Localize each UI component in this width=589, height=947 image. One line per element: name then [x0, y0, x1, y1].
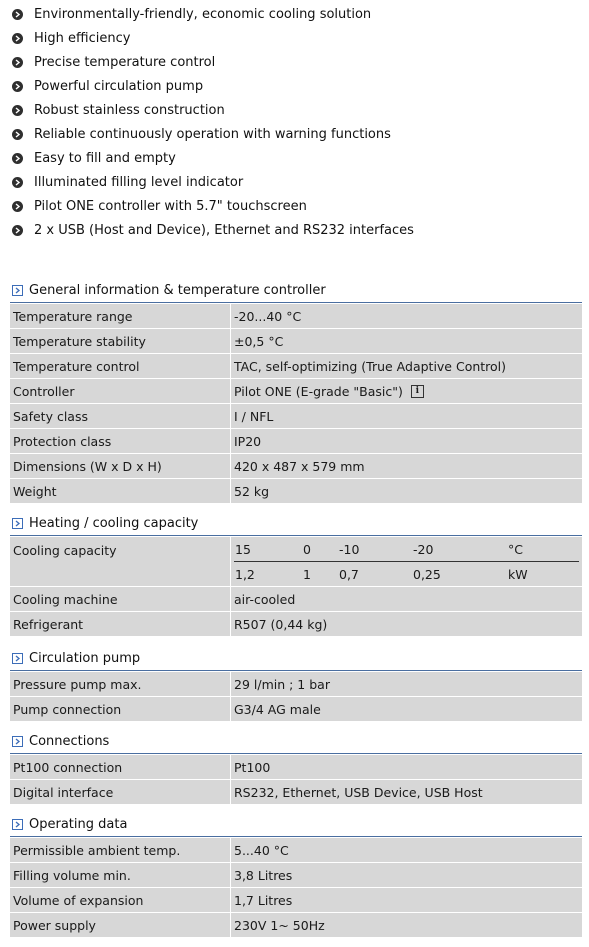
table-row: [10, 304, 582, 328]
spec-key: Cooling machine: [10, 587, 230, 611]
feature-label: Pilot ONE controller with 5.7" touchscreen: [34, 198, 307, 214]
spec-value: air-cooled: [231, 587, 582, 611]
spec-table-heating: [10, 536, 582, 636]
spec-key: Weight: [10, 479, 230, 503]
capacity-value: 1,2: [235, 566, 255, 582]
table-row: [10, 329, 582, 353]
table-row: [10, 429, 582, 453]
section-header-connections[interactable]: [10, 729, 582, 754]
section-header-pump[interactable]: [10, 646, 582, 671]
spec-table-pump: [10, 671, 582, 721]
spec-key: Pressure pump max.: [10, 672, 230, 696]
temp-value: 0: [303, 541, 311, 557]
chevron-right-icon: [12, 81, 23, 92]
table-row: [10, 612, 582, 636]
capacity-line: [231, 562, 582, 586]
chevron-right-icon: [12, 105, 23, 116]
table-row: [10, 379, 582, 403]
spec-key: Pt100 connection: [10, 755, 230, 779]
expand-arrow-icon[interactable]: [12, 819, 23, 830]
table-row: [10, 838, 582, 862]
section-header-heating[interactable]: [10, 511, 582, 536]
spec-key: Power supply: [10, 913, 230, 937]
table-row: [10, 888, 582, 912]
spec-value: IP20: [231, 429, 582, 453]
table-row: [10, 587, 582, 611]
temperature-line: [231, 537, 582, 561]
spec-value: 29 l/min ; 1 bar: [231, 672, 582, 696]
temp-value: 15: [235, 541, 251, 557]
spec-value: TAC, self-optimizing (True Adaptive Control): [231, 354, 582, 378]
table-row: [10, 479, 582, 503]
table-row: [10, 404, 582, 428]
spec-value: 1,7 Litres: [231, 888, 582, 912]
spec-value: 420 x 487 x 579 mm: [231, 454, 582, 478]
feature-label: Reliable continuously operation with warning functions: [34, 126, 391, 142]
spec-key: Pump connection: [10, 697, 230, 721]
info-icon[interactable]: i: [411, 385, 424, 398]
spec-value: I / NFL: [231, 404, 582, 428]
spec-value: R507 (0,44 kg): [231, 612, 582, 636]
feature-item: [12, 98, 582, 122]
feature-label: Powerful circulation pump: [34, 78, 204, 94]
spec-value: G3/4 AG male: [231, 697, 582, 721]
feature-label: Easy to fill and empty: [34, 150, 176, 166]
chevron-right-icon: [12, 153, 23, 164]
chevron-right-icon: [12, 33, 23, 44]
table-row: [10, 454, 582, 478]
capacity-value: 0,25: [413, 566, 441, 582]
spec-table-operating: [10, 837, 582, 937]
feature-item: [12, 2, 582, 26]
spec-key: Safety class: [10, 404, 230, 428]
spec-value: 52 kg: [231, 479, 582, 503]
table-row: [10, 697, 582, 721]
table-row: [10, 780, 582, 804]
spec-value: 230V 1~ 50Hz: [231, 913, 582, 937]
spec-key: Filling volume min.: [10, 863, 230, 887]
spec-value: 5...40 °C: [231, 838, 582, 862]
chevron-right-icon: [12, 9, 23, 20]
spec-value: -20...40 °C: [231, 304, 582, 328]
chevron-right-icon: [12, 57, 23, 68]
spec-value: ±0,5 °C: [231, 329, 582, 353]
section-title: General information & temperature controller: [29, 282, 326, 298]
chevron-right-icon: [12, 129, 23, 140]
spec-value: 3,8 Litres: [231, 863, 582, 887]
feature-item: [12, 74, 582, 98]
feature-item: [12, 170, 582, 194]
expand-arrow-icon[interactable]: [12, 518, 23, 529]
temp-unit: °C: [508, 541, 523, 557]
feature-item: [12, 194, 582, 218]
feature-label: Environmentally-friendly, economic cooling solution: [34, 6, 372, 22]
expand-arrow-icon[interactable]: [12, 653, 23, 664]
section-title: Circulation pump: [29, 650, 141, 666]
chevron-right-icon: [12, 201, 23, 212]
spec-key: Temperature control: [10, 354, 230, 378]
feature-label: Robust stainless construction: [34, 102, 225, 118]
feature-list: [12, 2, 582, 242]
feature-item: [12, 146, 582, 170]
feature-label: High efficiency: [34, 30, 131, 46]
spec-key: Controller: [10, 379, 230, 403]
expand-arrow-icon[interactable]: [12, 736, 23, 747]
temp-value: -10: [339, 541, 360, 557]
section-header-general[interactable]: [10, 278, 582, 303]
spec-key: Volume of expansion: [10, 888, 230, 912]
spec-key: Cooling capacity: [10, 537, 230, 586]
temp-value: -20: [413, 541, 434, 557]
expand-arrow-icon[interactable]: [12, 285, 23, 296]
section-title: Connections: [29, 733, 110, 749]
controller-value: Pilot ONE (E-grade "Basic"): [234, 383, 403, 399]
section-title: Operating data: [29, 816, 128, 832]
spec-key: Dimensions (W x D x H): [10, 454, 230, 478]
feature-item: [12, 26, 582, 50]
chevron-right-icon: [12, 177, 23, 188]
table-row: [10, 863, 582, 887]
table-row-cooling-capacity: [10, 537, 582, 586]
spec-key: Temperature stability: [10, 329, 230, 353]
table-row: [10, 913, 582, 937]
table-row: [10, 354, 582, 378]
spec-key: Digital interface: [10, 780, 230, 804]
spec-table-connections: [10, 754, 582, 804]
section-title: Heating / cooling capacity: [29, 515, 199, 531]
table-row: [10, 672, 582, 696]
feature-item: [12, 50, 582, 74]
feature-item: [12, 218, 582, 242]
capacity-value: 1: [303, 566, 311, 582]
spec-key: Refrigerant: [10, 612, 230, 636]
capacity-unit: kW: [508, 566, 528, 582]
spec-key: Temperature range: [10, 304, 230, 328]
cooling-capacity-grid: [231, 537, 582, 586]
capacity-value: 0,7: [339, 566, 359, 582]
spec-key: Protection class: [10, 429, 230, 453]
feature-label: 2 x USB (Host and Device), Ethernet and RS232 interfaces: [34, 222, 414, 238]
feature-label: Illuminated filling level indicator: [34, 174, 244, 190]
feature-label: Precise temperature control: [34, 54, 216, 70]
section-header-operating[interactable]: [10, 812, 582, 837]
spec-table-general: [10, 303, 582, 503]
feature-item: [12, 122, 582, 146]
chevron-right-icon: [12, 225, 23, 236]
spec-key: Permissible ambient temp.: [10, 838, 230, 862]
spec-value: Pt100: [231, 755, 582, 779]
spec-value-controller: [231, 379, 582, 403]
table-row: [10, 755, 582, 779]
spec-value: RS232, Ethernet, USB Device, USB Host: [231, 780, 582, 804]
